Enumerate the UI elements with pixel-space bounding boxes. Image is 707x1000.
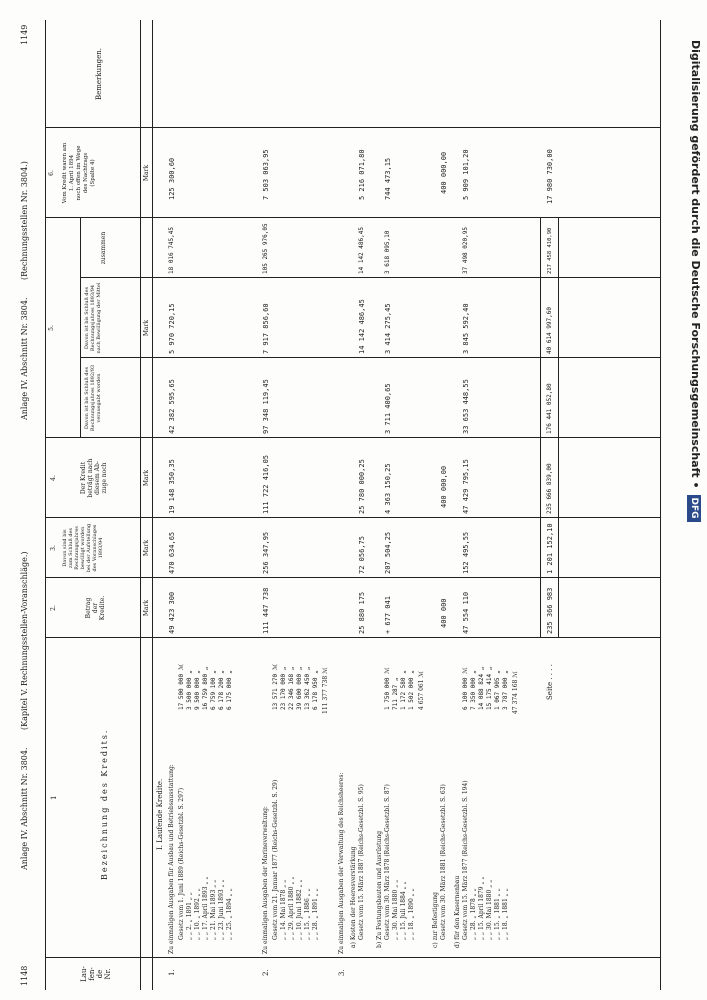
row-2-law-line: „ „ 14. Mai 1878 „ „: [280, 879, 287, 940]
row-2-col2: 111 447 738: [262, 587, 270, 634]
row-3c-col6: 400 000,00: [440, 151, 448, 194]
row-3b-title: b) Zu Festungsbauten und Ausrüstung: [376, 830, 383, 948]
row-2-law-line: „ „ 28. „ 1891 „ „: [312, 888, 319, 940]
col-header-2-num: 2.: [50, 605, 57, 611]
row-3b-law-amount: 1 172 580 „: [400, 670, 407, 710]
row-3a-title: a) Kosten der Heeresverstärkung: [350, 846, 357, 948]
row-3b-sum: 4 657 061 ℳ: [418, 671, 425, 710]
row-3d-law-line: „ „ 18. „ 1881 „ „: [502, 888, 509, 940]
row-3b-law-line: „ „ 30. Mai 1880 „ „: [392, 879, 399, 940]
col-header-5c: zusammen: [100, 231, 107, 265]
row-1-law-line: „ „ 17. April 1893 „ „: [202, 876, 209, 940]
row-3a-col5b: 14 142 486,45: [358, 299, 366, 354]
row-3b-col6: 744 473,15: [384, 157, 392, 200]
row-3d-col3: 152 495,55: [462, 531, 470, 574]
row-3d-law-amount: 15 175 414 „: [486, 666, 493, 710]
row-3d-col4: 47 429 795,15: [462, 459, 470, 514]
row-1-col5c: 18 016 745,45: [168, 227, 175, 274]
col-header-4: Der Kredit beträgt nach diesem Ab- zuge noch: [80, 458, 108, 498]
row-1-law-amount: 6 175 000 „: [226, 670, 233, 710]
row-3b-col5c: 3 618 095,10: [384, 230, 391, 274]
dfg-stamp: [688, 40, 702, 960]
row-3a-col6: 5 216 071,80: [358, 149, 366, 200]
row-1-col2: 49 423 300: [168, 591, 176, 634]
row-2-law-line: „ „ 29. April 1880 „ „: [288, 876, 295, 940]
row-3d-law-amount: 6 100 000 ℳ: [462, 667, 469, 710]
row-1-col5b: 5 970 720,15: [168, 303, 176, 354]
row-1-title: Zu einmaligen Ausgaben für Ausbau und Betriebsausstattung:: [168, 764, 175, 954]
row-1-law-amount: 6 759 100 „: [210, 670, 217, 710]
row-1-nr: 1.: [168, 969, 176, 976]
col-header-nr: Lau- fen- de Nr.: [80, 966, 112, 982]
row-2-col5b: 7 917 856,60: [262, 303, 270, 354]
row-1-law-line: „ „ 23. Juni 1893 „ „: [218, 879, 225, 940]
row-2-law-amount: 13 571 270 ℳ: [272, 663, 279, 710]
col-header-4-num: 4.: [50, 475, 57, 481]
col-header-3: Davon sind bis zum Schluß des Rechnungsjahres bewilligt worden bei der Aufstellung des Voranschlages 1893/94: [62, 523, 104, 573]
sum-col5c: 217 458 410,90: [547, 227, 553, 274]
row-2-law-amount: 23 170 000 „: [280, 666, 287, 710]
row-3a-col2: 25 880 175: [358, 591, 366, 634]
title-right-2: (Rechnungsstellen Nr. 3804.): [20, 161, 29, 280]
sum-col6: 17 980 730,00: [546, 149, 554, 204]
row-1-law-line: Gesetz vom 1. Juni 1889 (Reichs-Gesetzbl. S. 297): [178, 787, 185, 940]
col-header-6: Vom Kredit waren am 1. April 1894 noch offen im Wege des Nachtrags (Spalte 4): [62, 142, 96, 204]
col-header-3-num: 3.: [50, 545, 57, 551]
row-3b-col5b: 3 414 275,45: [384, 303, 392, 354]
row-3b-law-line: „ „ 15. Juli 1884 „ „: [400, 881, 407, 940]
row-2-law-line: „ „ 15. „ 1886 „ „: [304, 888, 311, 940]
page-number-left: 1148: [20, 965, 29, 986]
col-header-1-num: 1: [50, 795, 58, 800]
row-3a-col3: 72 056,75: [358, 536, 366, 574]
row-2-nr: 2.: [262, 969, 270, 976]
row-3a-col5c: 14 142 486,45: [358, 227, 365, 274]
row-2-law-amount: 22 346 168 „: [288, 666, 295, 710]
row-3d-law-line: „ „ 30. Mai 1880 „ „: [486, 879, 493, 940]
title-center: (Kapitel V. Rechnungsstellen-Voranschläge.): [20, 551, 29, 730]
row-3c-law: Gesetz vom 30. März 1881 (Reichs-Gesetzbl. S. 63): [440, 784, 447, 940]
col-header-4-unit: Mark: [143, 469, 150, 487]
row-3a-law: Gesetz vom 15. März 1887 (Reichs-Gesetzbl. S. 95): [358, 784, 365, 940]
dfg-logo-icon: DFG: [687, 495, 701, 522]
row-2-col5a: 97 348 119,45: [262, 379, 270, 434]
row-3-nr: 3.: [338, 969, 346, 976]
row-2-law-amount: 39 600 000 „: [296, 666, 303, 710]
sum-col3: 1 201 152,10: [546, 523, 554, 574]
sum-label: Seite . . . .: [546, 664, 554, 700]
row-1-law-amount: 6 178 200 „: [218, 670, 225, 710]
row-3b-col3: 207 504,25: [384, 531, 392, 574]
row-2-law-line: „ „ 10. Juni 1882 „ „: [296, 879, 303, 940]
row-1-law-line: „ „ 25. „ 1894 „ „: [226, 888, 233, 940]
row-3b-col2: + 677 041: [384, 596, 392, 634]
row-3c-title: c) zur Befestigung: [432, 892, 439, 948]
row-3c-col2: 400 000: [440, 598, 448, 628]
col-header-5-num: 5.: [48, 325, 55, 331]
row-3d-law-line: „ „ 28. „ 1878 „ „: [470, 888, 477, 940]
row-3b-law-amount: 1 750 000 ℳ: [384, 667, 391, 710]
row-3b-law-amount: 1 502 000 „: [408, 670, 415, 710]
row-1-law-amount: 9 500 000 „: [194, 670, 201, 710]
row-3b-law-line: Gesetz vom 30. März 1878 (Reichs-Gesetzbl. S. 87): [384, 784, 391, 940]
row-2-sum: 111 377 738 ℳ: [322, 667, 329, 714]
row-3d-law-amount: 14 088 824 „: [478, 666, 485, 710]
row-2-col6: 7 503 063,95: [262, 149, 270, 200]
title-right: Anlage IV. Abschnitt Nr. 3804.: [20, 297, 29, 420]
row-3d-law-line: Gesetz vom 15. März 1877 (Reichs-Gesetzbl. S. 194): [462, 780, 469, 940]
row-3d-col6: 5 909 101,20: [462, 149, 470, 200]
row-3d-title: d) für den Kasernenbau: [454, 875, 461, 948]
row-1-col4: 19 148 350,35: [168, 459, 176, 514]
row-1-col6: 125 300,60: [168, 157, 176, 200]
row-1-col5a: 42 382 595,65: [168, 379, 176, 434]
row-1-law-line: „ „ 10. „ 1892 „ „: [194, 888, 201, 940]
page-number-right: 1149: [20, 24, 29, 45]
row-3b-col4: 4 363 150,25: [384, 463, 392, 514]
col-header-6-unit: Mark: [143, 164, 150, 182]
row-3a-col4: 25 780 000,25: [358, 459, 366, 514]
dfg-stamp-text: Digitalisierung gefördert durch die Deutsche Forschungsgemeinschaft •: [689, 40, 702, 489]
col-header-2: Betrag der Kredite.: [85, 595, 106, 621]
row-2-law-line: Gesetz vom 21. Januar 1877 (Reichs-Gesetzbl. S. 29): [272, 779, 279, 940]
row-2-col5c: 105 265 976,05: [262, 223, 269, 274]
col-header-5a: Davon ist bis Schluß des Rechnungsjahres 1892/93 verausgabt worden: [84, 364, 102, 432]
row-2-law-amount: 6 178 950 „: [312, 670, 319, 710]
col-header-2-unit: Mark: [143, 599, 150, 617]
row-1-law-amount: 17 500 000 ℳ: [178, 663, 185, 710]
row-3d-col5a: 33 653 448,55: [462, 379, 470, 434]
sum-col4: 235 666 839,00: [546, 463, 553, 514]
title-left: Anlage IV. Abschnitt Nr. 3804.: [20, 747, 29, 870]
row-3-title: Zu einmaligen Ausgaben der Verwaltung des Reichsheeres:: [338, 772, 345, 954]
col-header-5b: Davon ist bis Schluß des Rechnungsjahres 1893/94 nach Bewilligung der Mittel: [84, 282, 102, 354]
row-1-law-amount: 16 759 800 „: [202, 666, 209, 710]
section-heading: I. Laufende Kredite.: [156, 778, 164, 850]
row-3b-law-amount: 711 287 „: [392, 677, 399, 710]
row-3b-col5a: 3 711 400,65: [384, 383, 392, 434]
row-3d-col5b: 3 845 592,40: [462, 303, 470, 354]
sum-col5b: 40 614 997,60: [546, 307, 553, 354]
col-header-6-num: 6.: [48, 170, 55, 176]
col-header-5-unit: Mark: [143, 319, 150, 337]
row-1-law-line: „ „ 21. Mai 1893 „ „: [210, 879, 217, 940]
row-3d-law-amount: 3 787 000 „: [502, 670, 509, 710]
row-3d-col2: 47 554 110: [462, 591, 470, 634]
col-header-7: Bemerkungen.: [95, 47, 103, 101]
row-2-col3: 256 347,95: [262, 531, 270, 574]
sum-col2: 235 366 983: [546, 587, 554, 634]
row-3d-law-line: „ „ 15. „ 1881 „ „: [494, 888, 501, 940]
col-header-1: Bezeichnung des Kredits.: [100, 728, 109, 880]
row-1-col3: 470 634,65: [168, 531, 176, 574]
row-3d-law-line: „ „ 15. April 1879 „ „: [478, 876, 485, 940]
row-3d-law-amount: 7 350 000 „: [470, 670, 477, 710]
row-3d-law-amount: 1 067 905 „: [494, 670, 501, 710]
row-3d-col5c: 37 498 020,95: [462, 227, 469, 274]
sum-col5a: 176 441 052,80: [546, 383, 553, 434]
row-3b-law-line: „ „ 18. „ 1890 „ „: [408, 888, 415, 940]
col-header-3-unit: Mark: [143, 539, 150, 557]
row-3c-col4: 400 000,00: [440, 465, 448, 508]
row-1-law-amount: 3 500 000 „: [186, 670, 193, 710]
row-3d-sum: 47 374 168 ℳ: [512, 671, 519, 714]
row-2-title: Zu einmaligen Ausgaben der Marineverwaltung:: [262, 806, 269, 954]
row-2-law-amount: 13 362 450 „: [304, 666, 311, 710]
row-2-col4: 111 722 416,05: [262, 454, 270, 514]
row-1-law-line: „ „ 2. „ 1891 „ „: [186, 892, 193, 940]
